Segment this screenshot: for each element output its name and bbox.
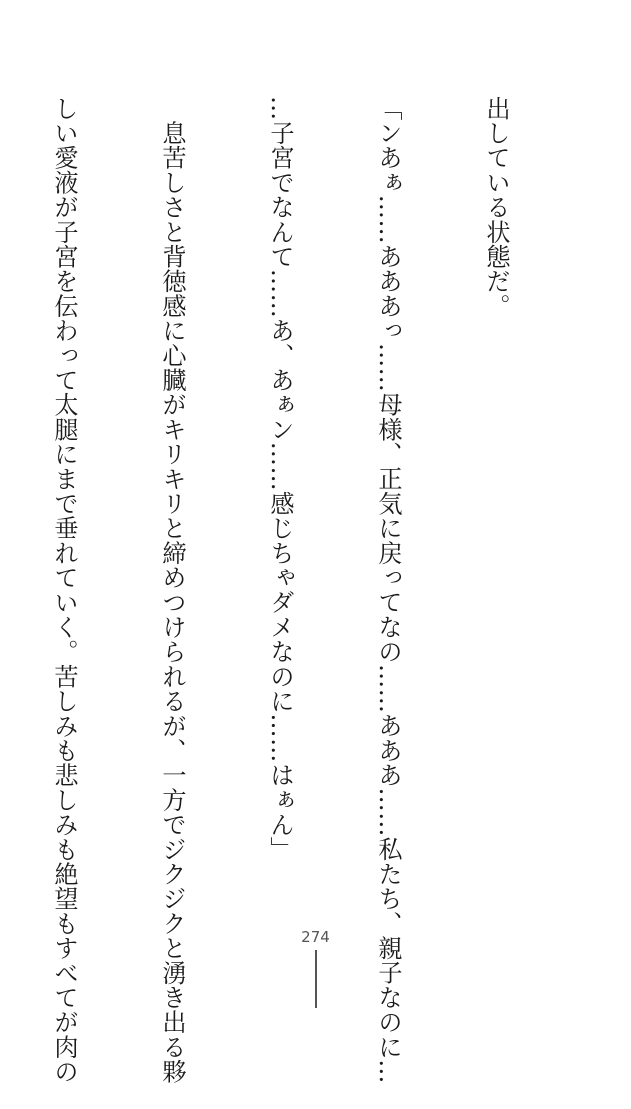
text-column: しい愛液が子宮を伝わって太腿にまで垂れていく。苦しみも悲しみも絶望もすべてが肉の: [50, 96, 78, 1084]
text-column: 「ンあぁ……あああっ……母様、正気に戻ってなの……あああ……私たち、親子なのに…: [374, 96, 402, 1084]
page-number: 274: [301, 928, 330, 946]
body-text: [0, 96, 586, 1084]
page-number-rule: [315, 950, 317, 1008]
text-column: 出している状態だ。: [482, 96, 510, 319]
text-column: …子宮でなんて……あ、あぁン……感じちゃダメなのに……はぁん」: [266, 96, 294, 862]
text-column: 息苦しさと背徳感に心臓がキリキリと締めつけられるが、一方でジクジクと湧き出る夥: [158, 96, 186, 1084]
